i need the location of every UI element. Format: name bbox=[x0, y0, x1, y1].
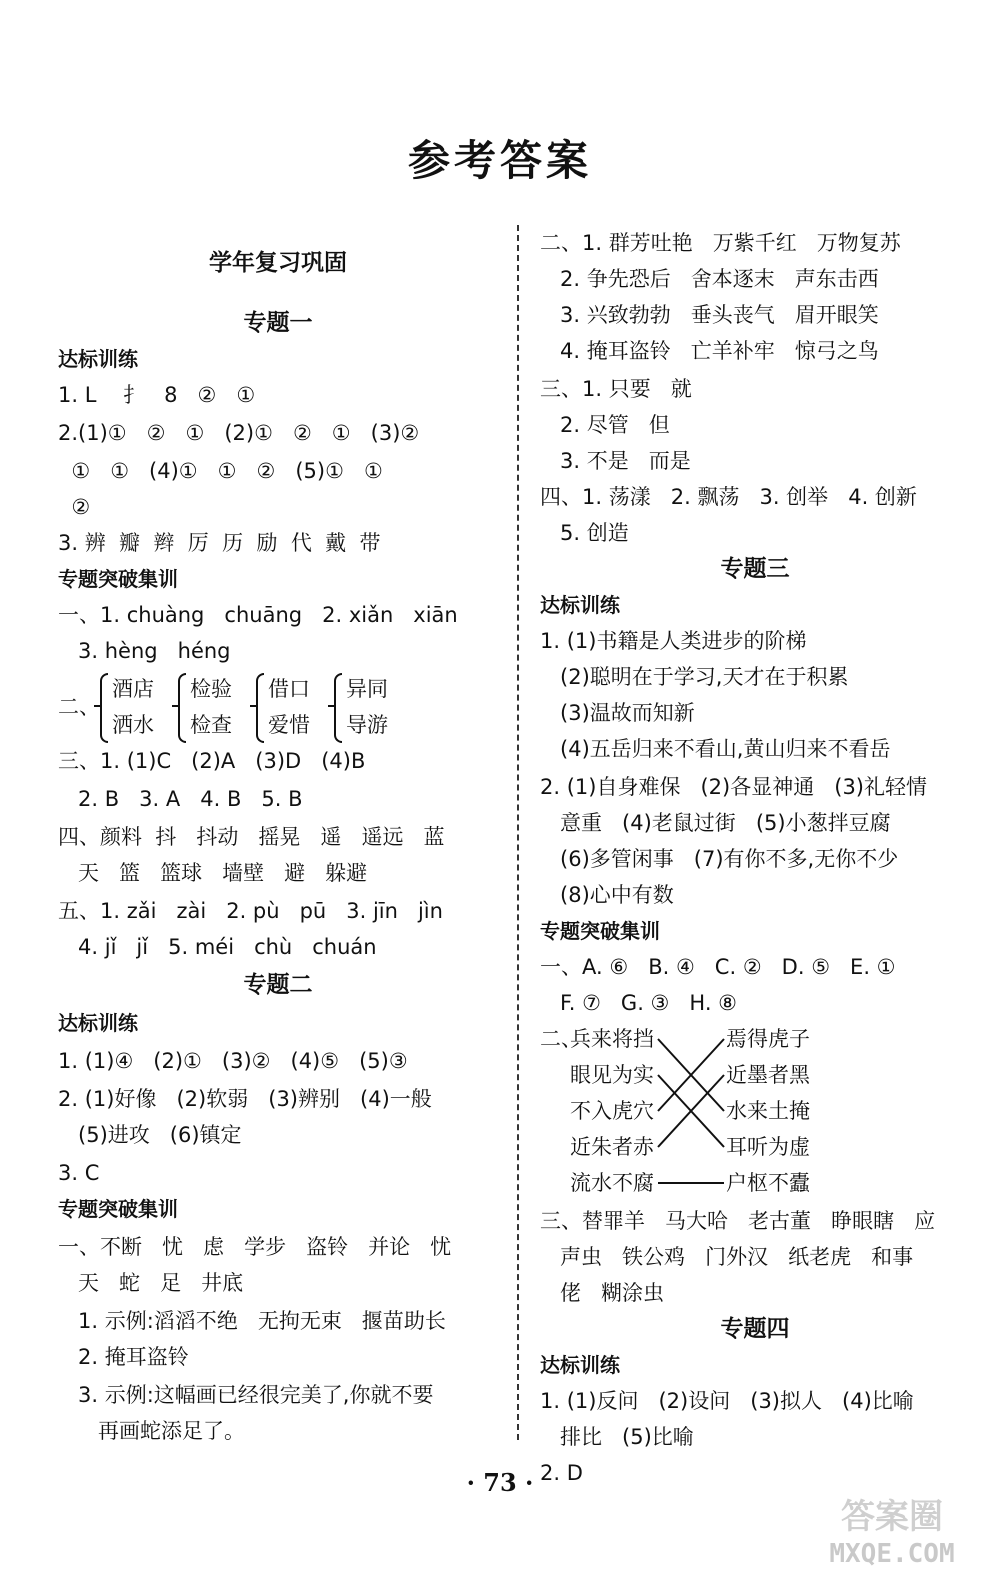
answer-line: 2.(1)① ② ① (2)① ② ① (3)② bbox=[58, 421, 420, 445]
answer-line: 四、颜料 抖 抖动 摇晃 遥 遥远 蓝 bbox=[58, 825, 445, 849]
answer-line: 一、1. chuàng chuāng 2. xiǎn xiān bbox=[58, 603, 458, 627]
answer-line: 1. (1)书籍是人类进步的阶梯 bbox=[540, 629, 807, 653]
answer-line: 五、1. zǎi zài 2. pù pū 3. jīn jìn bbox=[58, 899, 443, 923]
page-title: 参考答案 bbox=[407, 136, 592, 185]
answer-line: 意重 (4)老鼠过街 (5)小葱拌豆腐 bbox=[540, 811, 891, 835]
answer-line: 三、1. (1)C (2)A (3)D (4)B bbox=[58, 749, 366, 773]
answer-line: 4. 掩耳盗铃 亡羊补牢 惊弓之鸟 bbox=[540, 339, 879, 363]
brace-group bbox=[178, 671, 258, 743]
answer-line: 1. (1)④ (2)① (3)② (4)⑤ (5)③ bbox=[58, 1049, 408, 1073]
answer-line: (4)五岳归来不看山,黄山归来不看岳 bbox=[540, 737, 891, 761]
answer-line: 一、不断 忧 虑 学步 盗铃 并论 忧 bbox=[58, 1235, 452, 1259]
match-left-item: 不入虎穴 bbox=[570, 1099, 654, 1123]
answer-line: 天 篮 篮球 墙壁 避 躲避 bbox=[58, 861, 368, 885]
answer-line: 3. 辨 瓣 辫 厉 历 励 代 戴 带 bbox=[58, 531, 381, 555]
match-right-item: 焉得虎子 bbox=[726, 1027, 810, 1051]
match-left-item: 流水不腐 bbox=[570, 1171, 654, 1195]
brace-word: 爱惜 bbox=[268, 713, 310, 737]
answer-line: 2. (1)好像 (2)软弱 (3)辨别 (4)一般 bbox=[58, 1087, 432, 1111]
answer-line: 3. hèng héng bbox=[58, 639, 231, 663]
topic-3-sub-training: 达标训练 bbox=[540, 593, 620, 617]
answer-line: 三、1. 只要 就 bbox=[540, 377, 692, 401]
brace-word: 异同 bbox=[346, 677, 388, 701]
brace-group bbox=[334, 671, 414, 743]
answer-line: 声虫 铁公鸡 门外汉 纸老虎 和事 bbox=[540, 1245, 914, 1269]
topic-2-sub-training: 达标训练 bbox=[58, 1011, 138, 1035]
match-right-item: 耳听为虚 bbox=[726, 1135, 810, 1159]
answer-line: 排比 (5)比喻 bbox=[540, 1425, 694, 1449]
match-left-item: 眼见为实 bbox=[570, 1063, 654, 1087]
answer-line: 再画蛇添足了。 bbox=[58, 1419, 246, 1443]
brace-word: 酒店 bbox=[112, 677, 154, 701]
brace-icon bbox=[256, 673, 264, 743]
section-title: 学年复习巩固 bbox=[209, 250, 347, 276]
topic-1-title: 专题一 bbox=[243, 310, 313, 336]
answer-line: 1. L 扌 8 ② ① bbox=[58, 383, 256, 407]
topic-4-title: 专题四 bbox=[720, 1316, 790, 1342]
answer-line: 3. 示例:这幅画已经很完美了,你就不要 bbox=[58, 1383, 434, 1407]
answer-line: 3. 不是 而是 bbox=[540, 449, 691, 473]
match-right-item: 户枢不蠹 bbox=[726, 1171, 810, 1195]
answer-line: F. ⑦ G. ③ H. ⑧ bbox=[540, 991, 738, 1015]
answer-line: 佬 糊涂虫 bbox=[540, 1281, 665, 1305]
page-number: · 73 · bbox=[466, 1468, 534, 1497]
answer-line: (3)温故而知新 bbox=[540, 701, 695, 725]
watermark-logo: 答案圈 bbox=[841, 1497, 943, 1537]
answer-line: 2. 争先恐后 舍本逐末 声东击西 bbox=[540, 267, 879, 291]
brace-word: 洒水 bbox=[112, 713, 154, 737]
answer-line: 3. C bbox=[58, 1161, 100, 1185]
idiom-matching bbox=[540, 1021, 970, 1201]
answer-line: 1. (1)反问 (2)设问 (3)拟人 (4)比喻 bbox=[540, 1389, 914, 1413]
answer-line: 三、替罪羊 马大哈 老古董 睁眼瞎 应 bbox=[540, 1209, 936, 1233]
answer-line: (2)聪明在于学习,天才在于积累 bbox=[540, 665, 849, 689]
answer-line: (8)心中有数 bbox=[540, 883, 674, 907]
answer-line: 一、A. ⑥ B. ④ C. ② D. ⑤ E. ① bbox=[540, 955, 896, 979]
column-divider bbox=[517, 225, 519, 1440]
answer-line: (6)多管闲事 (7)有你不多,无你不少 bbox=[540, 847, 899, 871]
topic-3-title: 专题三 bbox=[720, 556, 790, 582]
brace-word: 导游 bbox=[346, 713, 388, 737]
brace-word: 检查 bbox=[190, 713, 232, 737]
answer-line: 2. (1)自身难保 (2)各显神通 (3)礼轻情 bbox=[540, 775, 928, 799]
topic-1-sub-breakthrough: 专题突破集训 bbox=[58, 567, 178, 591]
brace-word: 借口 bbox=[268, 677, 310, 701]
match-left-item: 兵来将挡 bbox=[570, 1027, 654, 1051]
answer-line: ① ① (4)① ① ② (5)① ① bbox=[58, 459, 383, 483]
match-prefix: 二、 bbox=[540, 1027, 582, 1051]
topic-4-sub-training: 达标训练 bbox=[540, 1353, 620, 1377]
topic-3-sub-breakthrough: 专题突破集训 bbox=[540, 919, 660, 943]
answer-line: 2. D bbox=[540, 1461, 583, 1485]
brace-prefix: 二、 bbox=[58, 695, 100, 719]
answer-line: ② bbox=[58, 495, 91, 519]
answer-line: 天 蛇 足 井底 bbox=[58, 1271, 244, 1295]
topic-2-sub-breakthrough: 专题突破集训 bbox=[58, 1197, 178, 1221]
brace-icon bbox=[178, 673, 186, 743]
topic-1-sub-training: 达标训练 bbox=[58, 347, 138, 371]
answer-line: 2. 掩耳盗铃 bbox=[58, 1345, 189, 1369]
brace-group bbox=[100, 671, 180, 743]
answer-line: 二、1. 群芳吐艳 万紫千红 万物复苏 bbox=[540, 231, 901, 255]
brace-icon bbox=[100, 673, 108, 743]
watermark bbox=[802, 1489, 982, 1569]
answer-line: 5. 创造 bbox=[540, 521, 629, 545]
answer-line: 4. jǐ jǐ 5. méi chù chuán bbox=[58, 935, 377, 959]
brace-icon bbox=[334, 673, 342, 743]
brace-answer-row bbox=[58, 671, 498, 743]
watermark-url: MXQE.COM bbox=[829, 1539, 955, 1569]
match-lines bbox=[540, 1021, 970, 1201]
match-right-item: 水来土掩 bbox=[726, 1099, 810, 1123]
answer-line: 3. 兴致勃勃 垂头丧气 眉开眼笑 bbox=[540, 303, 879, 327]
topic-2-title: 专题二 bbox=[243, 972, 313, 998]
answer-line: (5)进攻 (6)镇定 bbox=[58, 1123, 242, 1147]
brace-word: 检验 bbox=[190, 677, 232, 701]
answer-line: 2. B 3. A 4. B 5. B bbox=[58, 787, 303, 811]
match-right-item: 近墨者黑 bbox=[726, 1063, 810, 1087]
brace-group bbox=[256, 671, 336, 743]
answer-line: 2. 尽管 但 bbox=[540, 413, 670, 437]
match-left-item: 近朱者赤 bbox=[570, 1135, 654, 1159]
answer-line: 1. 示例:滔滔不绝 无拘无束 揠苗助长 bbox=[58, 1309, 446, 1333]
answer-line: 四、1. 荡漾 2. 飘荡 3. 创举 4. 创新 bbox=[540, 485, 917, 509]
